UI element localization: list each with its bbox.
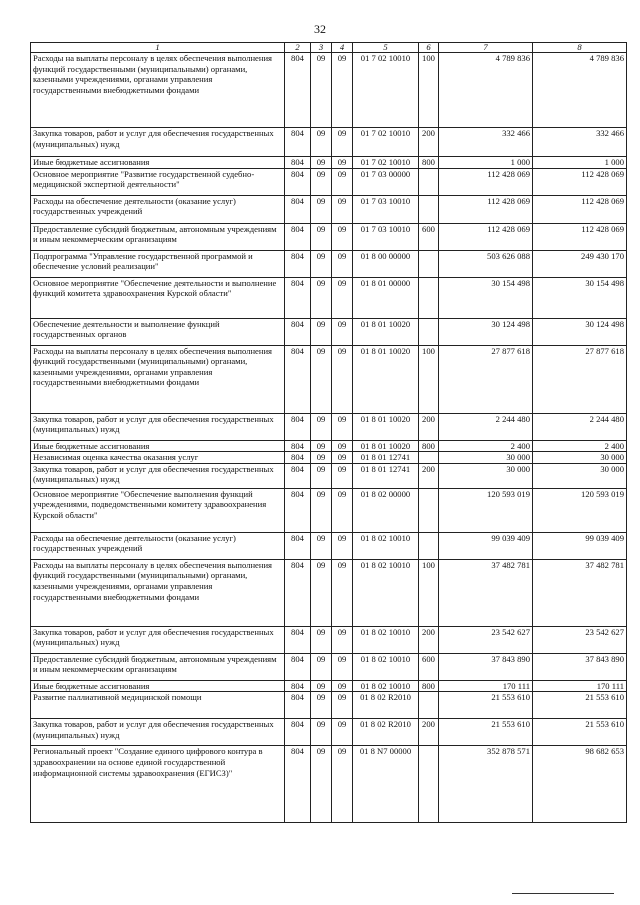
subsection-cell: 09 xyxy=(332,692,353,719)
grbs-cell: 804 xyxy=(285,250,311,277)
target-article-cell: 01 8 01 00000 xyxy=(353,277,419,318)
header-cell: 7 xyxy=(439,43,533,53)
header-cell: 2 xyxy=(285,43,311,53)
expense-name-cell: Иные бюджетные ассигнования xyxy=(31,680,285,692)
expense-name-cell: Предоставление субсидий бюджетным, автономным учреждениям и иным некоммерческим организациям xyxy=(31,223,285,250)
section-cell: 09 xyxy=(311,692,332,719)
table-row xyxy=(31,195,627,223)
amount-cell: 112 428 069 xyxy=(439,168,533,195)
expense-name-cell: Расходы на выплаты персоналу в целях обеспечения выполнения функций государственными (муниципальными) органами, казенными учреждениями, органами управления государственными внебюджетными фондами xyxy=(31,559,285,626)
expense-type-cell xyxy=(419,195,439,223)
header-cell: 6 xyxy=(419,43,439,53)
table-row xyxy=(31,559,627,626)
section-cell: 09 xyxy=(311,488,332,532)
header-cell: 5 xyxy=(353,43,419,53)
target-article-cell: 01 7 02 10010 xyxy=(353,53,419,128)
section-cell: 09 xyxy=(311,463,332,488)
expense-name-cell: Основное мероприятие "Обеспечение деятельности и выполнение функций комитета здравоохранения Курской области" xyxy=(31,277,285,318)
amount-cell: 332 466 xyxy=(439,128,533,157)
table-row xyxy=(31,440,627,452)
grbs-cell: 804 xyxy=(285,318,311,345)
amount-cell: 37 482 781 xyxy=(439,559,533,626)
expense-type-cell: 800 xyxy=(419,440,439,452)
target-article-cell: 01 8 01 10020 xyxy=(353,345,419,413)
amount-cell: 30 124 498 xyxy=(533,318,627,345)
header-cell: 8 xyxy=(533,43,627,53)
section-cell: 09 xyxy=(311,719,332,746)
grbs-cell: 804 xyxy=(285,277,311,318)
amount-cell: 332 466 xyxy=(533,128,627,157)
expense-name-cell: Предоставление субсидий бюджетным, автономным учреждениям и иным некоммерческим организациям xyxy=(31,653,285,680)
table-body xyxy=(31,53,627,823)
subsection-cell: 09 xyxy=(332,653,353,680)
target-article-cell: 01 8 00 00000 xyxy=(353,250,419,277)
grbs-cell: 804 xyxy=(285,168,311,195)
section-cell: 09 xyxy=(311,653,332,680)
expense-type-cell: 200 xyxy=(419,626,439,653)
amount-cell: 120 593 019 xyxy=(439,488,533,532)
amount-cell: 112 428 069 xyxy=(439,223,533,250)
header-cell: 4 xyxy=(332,43,353,53)
amount-cell: 30 000 xyxy=(533,463,627,488)
grbs-cell: 804 xyxy=(285,128,311,157)
expense-type-cell: 100 xyxy=(419,559,439,626)
expense-name-cell: Региональный проект "Создание единого цифрового контура в здравоохранении на основе единой государственной информационной системы здравоохранения (ЕГИСЗ)" xyxy=(31,746,285,823)
amount-cell: 37 482 781 xyxy=(533,559,627,626)
target-article-cell: 01 7 03 10010 xyxy=(353,223,419,250)
expense-type-cell: 800 xyxy=(419,157,439,169)
amount-cell: 503 626 088 xyxy=(439,250,533,277)
expense-name-cell: Закупка товаров, работ и услуг для обеспечения государственных (муниципальных) нужд xyxy=(31,413,285,440)
expense-name-cell: Подпрограмма "Управление государственной программой и обеспечение условий реализации" xyxy=(31,250,285,277)
grbs-cell: 804 xyxy=(285,345,311,413)
expense-name-cell: Расходы на выплаты персоналу в целях обеспечения выполнения функций государственными (муниципальными) органами, казенными учреждениями, органами управления государственными внебюджетными фондами xyxy=(31,345,285,413)
amount-cell: 37 843 890 xyxy=(533,653,627,680)
target-article-cell: 01 7 03 10010 xyxy=(353,195,419,223)
section-cell: 09 xyxy=(311,250,332,277)
expense-type-cell xyxy=(419,277,439,318)
target-article-cell: 01 8 01 12741 xyxy=(353,452,419,464)
grbs-cell: 804 xyxy=(285,452,311,464)
subsection-cell: 09 xyxy=(332,223,353,250)
target-article-cell: 01 8 02 10010 xyxy=(353,559,419,626)
grbs-cell: 804 xyxy=(285,463,311,488)
amount-cell: 30 000 xyxy=(439,463,533,488)
budget-table xyxy=(30,42,627,823)
expense-name-cell: Расходы на обеспечение деятельности (оказание услуг) государственных учреждений xyxy=(31,195,285,223)
target-article-cell: 01 8 02 10010 xyxy=(353,680,419,692)
table-row xyxy=(31,463,627,488)
expense-name-cell: Обеспечение деятельности и выполнение функций государственных органов xyxy=(31,318,285,345)
grbs-cell: 804 xyxy=(285,653,311,680)
table-row xyxy=(31,250,627,277)
section-cell: 09 xyxy=(311,53,332,128)
expense-type-cell: 600 xyxy=(419,653,439,680)
amount-cell: 112 428 069 xyxy=(533,223,627,250)
amount-cell: 170 111 xyxy=(439,680,533,692)
subsection-cell: 09 xyxy=(332,318,353,345)
target-article-cell: 01 8 02 10010 xyxy=(353,653,419,680)
target-article-cell: 01 7 02 10010 xyxy=(353,128,419,157)
table-row xyxy=(31,488,627,532)
table-row xyxy=(31,452,627,464)
expense-name-cell: Закупка товаров, работ и услуг для обеспечения государственных (муниципальных) нужд xyxy=(31,719,285,746)
table-row xyxy=(31,653,627,680)
target-article-cell: 01 7 03 00000 xyxy=(353,168,419,195)
expense-type-cell: 600 xyxy=(419,223,439,250)
grbs-cell: 804 xyxy=(285,413,311,440)
amount-cell: 30 154 498 xyxy=(533,277,627,318)
section-cell: 09 xyxy=(311,413,332,440)
subsection-cell: 09 xyxy=(332,452,353,464)
expense-name-cell: Иные бюджетные ассигнования xyxy=(31,440,285,452)
expense-type-cell xyxy=(419,746,439,823)
subsection-cell: 09 xyxy=(332,195,353,223)
grbs-cell: 804 xyxy=(285,559,311,626)
expense-type-cell xyxy=(419,250,439,277)
section-cell: 09 xyxy=(311,680,332,692)
table-row xyxy=(31,157,627,169)
subsection-cell: 09 xyxy=(332,440,353,452)
table-row xyxy=(31,413,627,440)
amount-cell: 2 400 xyxy=(533,440,627,452)
target-article-cell: 01 8 01 10020 xyxy=(353,413,419,440)
amount-cell: 21 553 610 xyxy=(439,692,533,719)
amount-cell: 30 124 498 xyxy=(439,318,533,345)
amount-cell: 23 542 627 xyxy=(533,626,627,653)
table-row xyxy=(31,345,627,413)
subsection-cell: 09 xyxy=(332,488,353,532)
expense-name-cell: Иные бюджетные ассигнования xyxy=(31,157,285,169)
section-cell: 09 xyxy=(311,626,332,653)
amount-cell: 1 000 xyxy=(439,157,533,169)
subsection-cell: 09 xyxy=(332,719,353,746)
expense-name-cell: Расходы на обеспечение деятельности (оказание услуг) государственных учреждений xyxy=(31,532,285,559)
header-cell: 1 xyxy=(31,43,285,53)
subsection-cell: 09 xyxy=(332,463,353,488)
subsection-cell: 09 xyxy=(332,559,353,626)
expense-type-cell: 200 xyxy=(419,413,439,440)
amount-cell: 112 428 069 xyxy=(439,195,533,223)
grbs-cell: 804 xyxy=(285,195,311,223)
subsection-cell: 09 xyxy=(332,168,353,195)
section-cell: 09 xyxy=(311,440,332,452)
amount-cell: 27 877 618 xyxy=(439,345,533,413)
grbs-cell: 804 xyxy=(285,157,311,169)
expense-type-cell: 200 xyxy=(419,128,439,157)
subsection-cell: 09 xyxy=(332,157,353,169)
table-row xyxy=(31,168,627,195)
target-article-cell: 01 8 01 10020 xyxy=(353,440,419,452)
target-article-cell: 01 8 02 00000 xyxy=(353,488,419,532)
amount-cell: 2 400 xyxy=(439,440,533,452)
section-cell: 09 xyxy=(311,559,332,626)
section-cell: 09 xyxy=(311,195,332,223)
section-cell: 09 xyxy=(311,452,332,464)
grbs-cell: 804 xyxy=(285,532,311,559)
amount-cell: 30 154 498 xyxy=(439,277,533,318)
section-cell: 09 xyxy=(311,157,332,169)
expense-type-cell xyxy=(419,692,439,719)
amount-cell: 27 877 618 xyxy=(533,345,627,413)
header-cell: 3 xyxy=(311,43,332,53)
table-row xyxy=(31,128,627,157)
amount-cell: 120 593 019 xyxy=(533,488,627,532)
section-cell: 09 xyxy=(311,345,332,413)
target-article-cell: 01 8 N7 00000 xyxy=(353,746,419,823)
expense-type-cell xyxy=(419,168,439,195)
section-cell: 09 xyxy=(311,318,332,345)
expense-name-cell: Независимая оценка качества оказания услуг xyxy=(31,452,285,464)
footer-rule xyxy=(512,893,614,894)
expense-name-cell: Расходы на выплаты персоналу в целях обеспечения выполнения функций государственными (муниципальными) органами, казенными учреждениями, органами управления государственными внебюджетными фондами xyxy=(31,53,285,128)
target-article-cell: 01 8 02 R2010 xyxy=(353,719,419,746)
expense-name-cell: Основное мероприятие "Обеспечение выполнения функций учреждениями, подведомственными комитету здравоохранения Курской области" xyxy=(31,488,285,532)
grbs-cell: 804 xyxy=(285,692,311,719)
target-article-cell: 01 8 02 10010 xyxy=(353,532,419,559)
expense-name-cell: Закупка товаров, работ и услуг для обеспечения государственных (муниципальных) нужд xyxy=(31,463,285,488)
amount-cell: 30 000 xyxy=(439,452,533,464)
subsection-cell: 09 xyxy=(332,250,353,277)
target-article-cell: 01 8 01 12741 xyxy=(353,463,419,488)
expense-name-cell: Закупка товаров, работ и услуг для обеспечения государственных (муниципальных) нужд xyxy=(31,128,285,157)
amount-cell: 112 428 069 xyxy=(533,195,627,223)
amount-cell: 37 843 890 xyxy=(439,653,533,680)
expense-type-cell: 100 xyxy=(419,345,439,413)
grbs-cell: 804 xyxy=(285,440,311,452)
expense-type-cell: 800 xyxy=(419,680,439,692)
amount-cell: 2 244 480 xyxy=(439,413,533,440)
amount-cell: 99 039 409 xyxy=(533,532,627,559)
section-cell: 09 xyxy=(311,746,332,823)
table-row xyxy=(31,223,627,250)
expense-type-cell: 200 xyxy=(419,719,439,746)
target-article-cell: 01 7 02 10010 xyxy=(353,157,419,169)
section-cell: 09 xyxy=(311,277,332,318)
table-row xyxy=(31,626,627,653)
table-row xyxy=(31,746,627,823)
target-article-cell: 01 8 01 10020 xyxy=(353,318,419,345)
amount-cell: 99 039 409 xyxy=(439,532,533,559)
expense-type-cell xyxy=(419,488,439,532)
table-row xyxy=(31,532,627,559)
amount-cell: 4 789 836 xyxy=(439,53,533,128)
grbs-cell: 804 xyxy=(285,223,311,250)
subsection-cell: 09 xyxy=(332,345,353,413)
expense-type-cell xyxy=(419,452,439,464)
amount-cell: 112 428 069 xyxy=(533,168,627,195)
table-row xyxy=(31,680,627,692)
expense-name-cell: Закупка товаров, работ и услуг для обеспечения государственных (муниципальных) нужд xyxy=(31,626,285,653)
table-row xyxy=(31,719,627,746)
section-cell: 09 xyxy=(311,168,332,195)
expense-type-cell: 200 xyxy=(419,463,439,488)
subsection-cell: 09 xyxy=(332,626,353,653)
amount-cell: 98 682 653 xyxy=(533,746,627,823)
amount-cell: 30 000 xyxy=(533,452,627,464)
expense-name-cell: Развитие паллиативной медицинской помощи xyxy=(31,692,285,719)
grbs-cell: 804 xyxy=(285,488,311,532)
subsection-cell: 09 xyxy=(332,277,353,318)
expense-type-cell xyxy=(419,532,439,559)
grbs-cell: 804 xyxy=(285,746,311,823)
table-row xyxy=(31,53,627,128)
subsection-cell: 09 xyxy=(332,128,353,157)
amount-cell: 23 542 627 xyxy=(439,626,533,653)
grbs-cell: 804 xyxy=(285,680,311,692)
amount-cell: 1 000 xyxy=(533,157,627,169)
amount-cell: 249 430 170 xyxy=(533,250,627,277)
subsection-cell: 09 xyxy=(332,746,353,823)
amount-cell: 21 553 610 xyxy=(439,719,533,746)
expense-type-cell: 100 xyxy=(419,53,439,128)
subsection-cell: 09 xyxy=(332,413,353,440)
table-row xyxy=(31,692,627,719)
section-cell: 09 xyxy=(311,532,332,559)
section-cell: 09 xyxy=(311,223,332,250)
table-row xyxy=(31,277,627,318)
amount-cell: 352 878 571 xyxy=(439,746,533,823)
grbs-cell: 804 xyxy=(285,626,311,653)
page-number: 32 xyxy=(314,22,326,36)
header-row xyxy=(31,43,627,53)
amount-cell: 21 553 610 xyxy=(533,719,627,746)
amount-cell: 2 244 480 xyxy=(533,413,627,440)
subsection-cell: 09 xyxy=(332,532,353,559)
grbs-cell: 804 xyxy=(285,719,311,746)
grbs-cell: 804 xyxy=(285,53,311,128)
table-row xyxy=(31,318,627,345)
section-cell: 09 xyxy=(311,128,332,157)
subsection-cell: 09 xyxy=(332,680,353,692)
target-article-cell: 01 8 02 10010 xyxy=(353,626,419,653)
expense-type-cell xyxy=(419,318,439,345)
expense-name-cell: Основное мероприятие "Развитие государственной судебно-медицинской экспертной деятельности" xyxy=(31,168,285,195)
subsection-cell: 09 xyxy=(332,53,353,128)
amount-cell: 4 789 836 xyxy=(533,53,627,128)
target-article-cell: 01 8 02 R2010 xyxy=(353,692,419,719)
amount-cell: 21 553 610 xyxy=(533,692,627,719)
amount-cell: 170 111 xyxy=(533,680,627,692)
